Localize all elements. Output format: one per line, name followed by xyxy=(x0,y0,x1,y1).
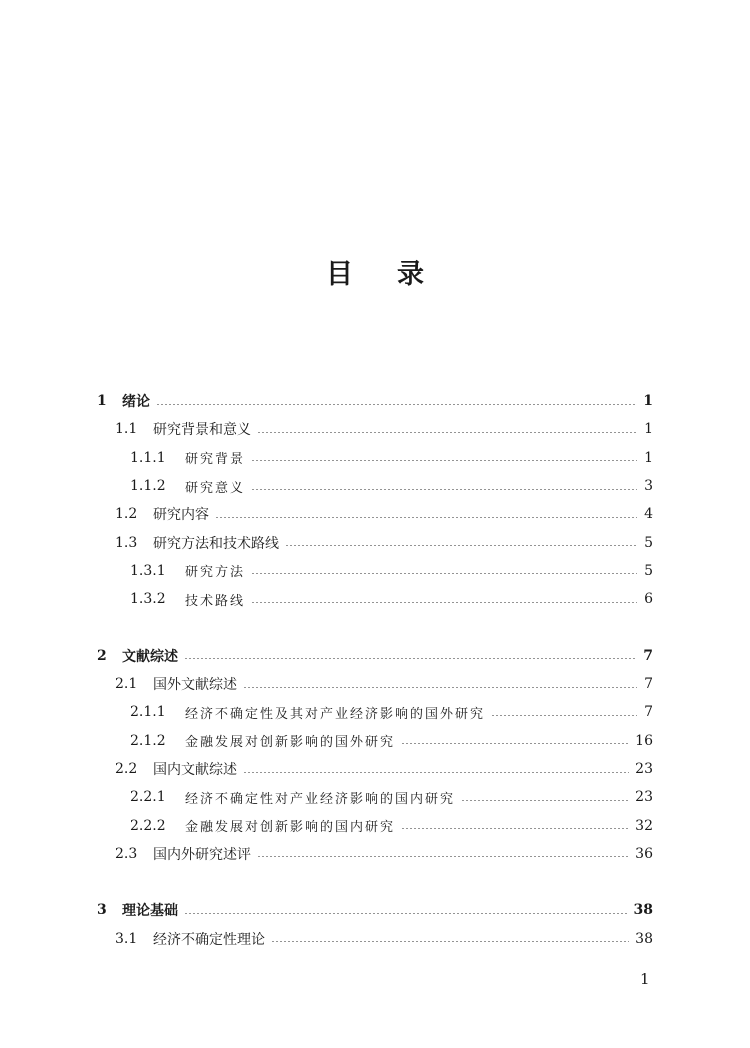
toc-entry[interactable] xyxy=(97,896,653,924)
toc-entry-title: 研究背景 xyxy=(185,452,246,468)
toc-entry-title: 经济不确定性对产业经济影响的国内研究 xyxy=(185,791,456,807)
toc-entry-number: 2.2 xyxy=(115,761,138,777)
leader-dots xyxy=(251,573,637,574)
toc-entry[interactable] xyxy=(97,727,653,755)
toc-entry-number: 2.1 xyxy=(115,676,138,693)
toc-entry-page: 1 xyxy=(644,421,653,438)
toc-chapter-group xyxy=(97,896,653,953)
leader-dots xyxy=(251,489,637,490)
toc-entry-page: 7 xyxy=(643,647,653,664)
toc-entry-title: 绪论 xyxy=(122,394,150,411)
leader-dots xyxy=(243,772,629,773)
toc-entry-page: 3 xyxy=(644,478,653,495)
toc-entry-page: 16 xyxy=(635,732,653,749)
toc-entry-title: 金融发展对创新影响的国内研究 xyxy=(185,820,396,836)
toc-entry-number: 1.1.1 xyxy=(130,449,166,466)
toc-entry[interactable] xyxy=(97,840,653,868)
toc-entry-number: 2.1.1 xyxy=(130,704,166,721)
toc-entry-title: 经济不确定性及其对产业经济影响的国外研究 xyxy=(185,706,486,722)
toc-entry-number: 2.3 xyxy=(115,845,138,862)
toc-entry-title: 研究内容 xyxy=(153,507,209,524)
toc-entry-title: 研究方法 xyxy=(185,565,246,581)
toc-entry-page: 38 xyxy=(635,930,653,947)
toc-entry-page: 5 xyxy=(644,562,653,579)
toc-entry-number: 1.3.2 xyxy=(130,591,166,608)
toc-entry-number: 2.2.2 xyxy=(130,817,166,834)
toc-entry[interactable] xyxy=(97,472,653,500)
toc-entry-page: 7 xyxy=(644,676,653,693)
toc-entry-title: 国外文献综述 xyxy=(153,677,237,694)
toc-entry-title: 研究意义 xyxy=(185,480,246,496)
toc-entry-number: 3 xyxy=(97,902,107,919)
toc-entry-number: 2.2.1 xyxy=(130,789,166,806)
toc-entry-title: 国内外研究述评 xyxy=(153,846,251,863)
table-of-contents xyxy=(97,387,653,953)
toc-entry-number: 2.1.2 xyxy=(130,732,166,749)
leader-dots xyxy=(184,913,628,914)
toc-entry-page: 38 xyxy=(633,902,653,919)
toc-entry-page: 23 xyxy=(635,789,653,806)
toc-entry-page: 32 xyxy=(635,817,653,834)
toc-entry[interactable] xyxy=(97,528,653,556)
toc-entry[interactable] xyxy=(97,783,653,811)
toc-entry[interactable] xyxy=(97,811,653,839)
toc-entry-number: 1.2 xyxy=(115,506,138,523)
toc-entry[interactable] xyxy=(97,925,653,953)
toc-entry[interactable] xyxy=(97,585,653,613)
leader-dots xyxy=(251,460,637,461)
toc-entry-number: 3.1 xyxy=(115,930,138,947)
toc-chapter-group xyxy=(97,642,653,868)
toc-entry-page: 5 xyxy=(644,534,653,551)
toc-entry-number: 1.1 xyxy=(115,421,138,438)
toc-entry-title: 经济不确定性理论 xyxy=(153,931,265,948)
toc-entry-title: 金融发展对创新影响的国外研究 xyxy=(185,735,396,751)
toc-entry[interactable] xyxy=(97,415,653,443)
leader-dots xyxy=(285,545,637,546)
toc-entry-number: 1.3.1 xyxy=(130,562,166,579)
toc-entry[interactable] xyxy=(97,557,653,585)
toc-entry[interactable] xyxy=(97,698,653,726)
page-title: 目录 xyxy=(326,259,468,290)
toc-entry-page: 36 xyxy=(635,845,653,862)
toc-entry-number: 1.1.2 xyxy=(130,478,166,495)
toc-entry-title: 国内文献综述 xyxy=(153,762,237,778)
toc-entry[interactable] xyxy=(97,500,653,528)
toc-entry-number: 2 xyxy=(97,647,107,664)
leader-dots xyxy=(215,517,637,518)
toc-entry-page: 7 xyxy=(644,704,653,721)
page-number: 1 xyxy=(640,970,650,988)
toc-entry[interactable] xyxy=(97,642,653,670)
toc-entry-page: 1 xyxy=(643,393,653,410)
toc-entry[interactable] xyxy=(97,670,653,698)
toc-entry-page: 1 xyxy=(644,449,653,466)
toc-entry-title: 理论基础 xyxy=(122,903,178,920)
toc-entry-page: 4 xyxy=(644,506,653,523)
leader-dots xyxy=(251,602,637,603)
toc-entry-page: 6 xyxy=(644,591,653,608)
toc-entry-number: 1.3 xyxy=(115,534,138,551)
toc-entry-title: 研究方法和技术路线 xyxy=(153,535,279,552)
toc-entry-page: 23 xyxy=(635,761,653,777)
leader-dots xyxy=(271,941,629,942)
leader-dots xyxy=(257,856,629,857)
leader-dots xyxy=(257,432,637,433)
leader-dots xyxy=(401,743,629,744)
toc-entry-title: 文献综述 xyxy=(122,648,178,665)
toc-entry[interactable] xyxy=(97,444,653,472)
toc-entry-number: 1 xyxy=(97,393,107,410)
leader-dots xyxy=(156,404,637,405)
leader-dots xyxy=(243,687,637,688)
leader-dots xyxy=(461,800,629,801)
leader-dots xyxy=(184,658,637,659)
leader-dots xyxy=(401,828,629,829)
toc-entry-title: 研究背景和意义 xyxy=(153,422,251,439)
leader-dots xyxy=(491,715,637,716)
toc-entry-title: 技术路线 xyxy=(185,593,246,609)
toc-chapter-group xyxy=(97,387,653,613)
toc-entry[interactable] xyxy=(97,755,653,783)
toc-entry[interactable] xyxy=(97,387,653,415)
